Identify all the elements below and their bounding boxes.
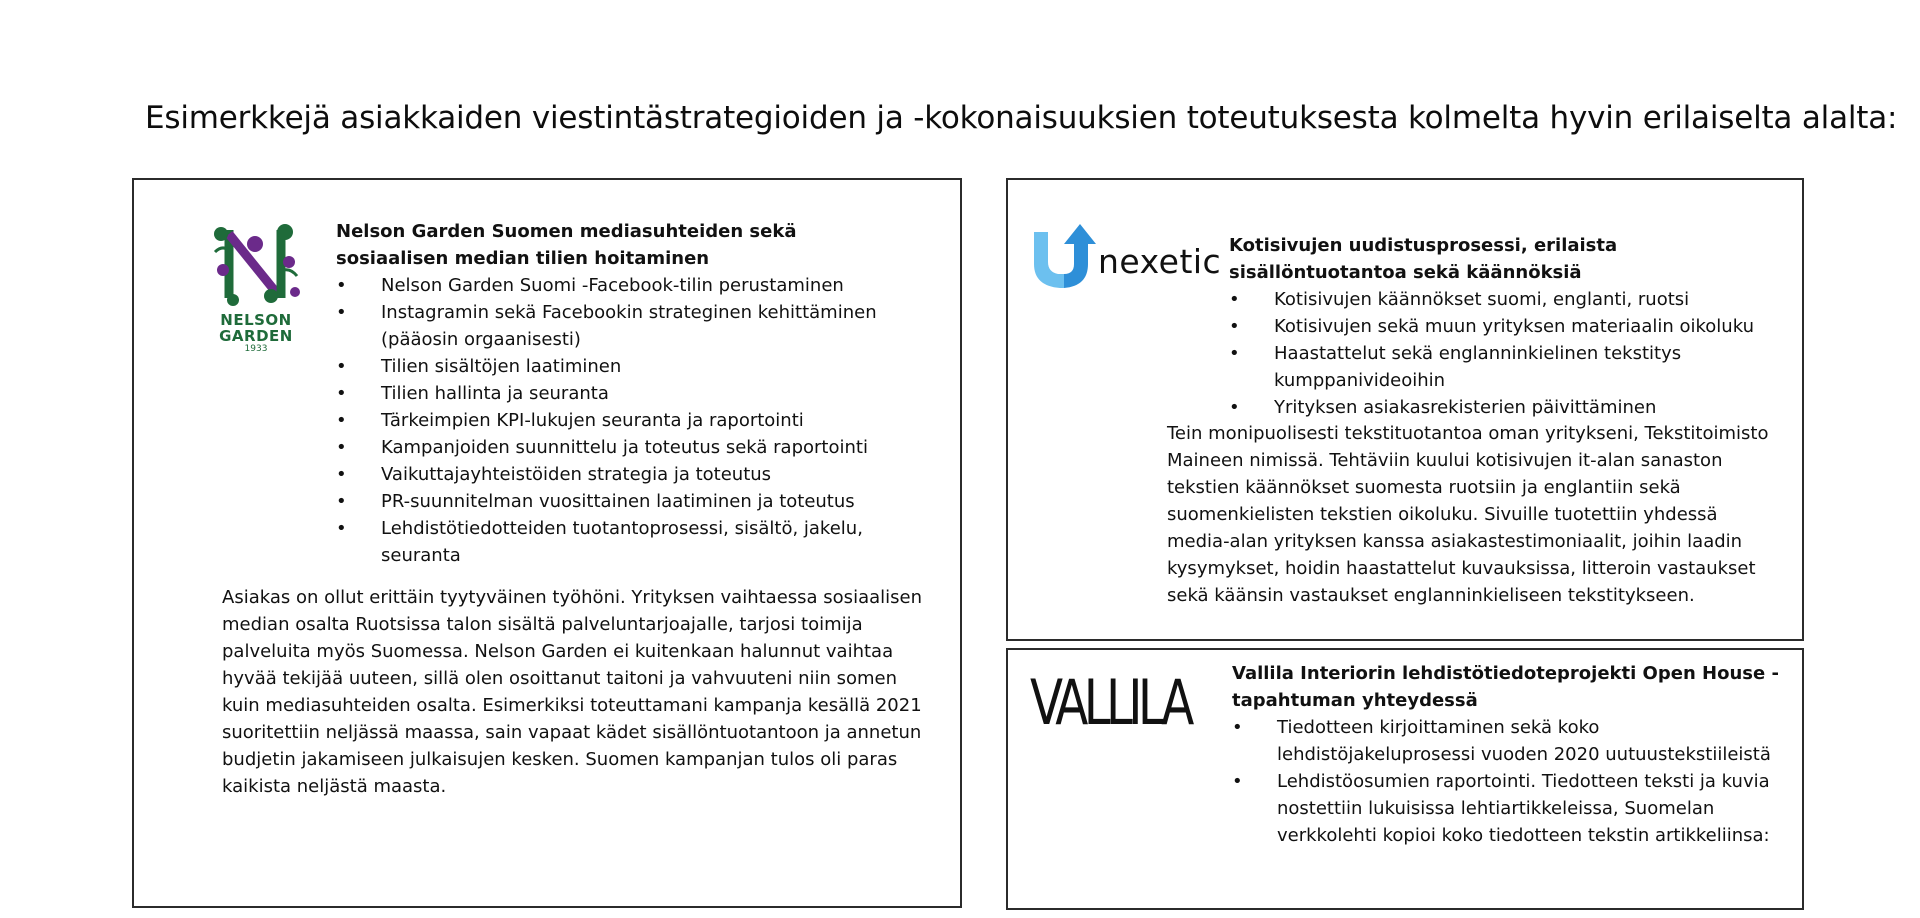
page-heading: Esimerkkejä asiakkaiden viestintästrategioiden ja -kokonaisuuksien toteutuksesta kolmelta hyvin erilaiselta alalta:	[145, 100, 1898, 136]
nexetic-card	[1006, 178, 1804, 641]
nexetic-card-title: Kotisivujen uudistusprosessi, erilaista sisällöntuotantoa sekä käännöksiä	[1229, 235, 1618, 283]
nelson-garden-logo	[209, 222, 303, 354]
list-item: • Tilien hallinta ja seuranta	[336, 380, 916, 407]
list-item: • Vaikuttajayhteistöiden strategia ja toteutus	[336, 461, 916, 488]
nelson-garden-logo-text: NELSON GARDEN	[219, 311, 293, 345]
nelson-garden-logo-year: 1933	[244, 344, 268, 354]
nelson-task-list	[336, 272, 916, 569]
vallila-card-title: Vallila Interiorin lehdistötiedoteprojekti Open House -tapahtuman yhteydessä	[1232, 663, 1779, 711]
vallila-logo: VALLILA	[1030, 666, 1190, 739]
list-item: • Kotisivujen käännökset suomi, englanti, ruotsi	[1229, 286, 1789, 313]
vallila-task-list	[1232, 714, 1792, 849]
nelson-garden-card	[132, 178, 962, 908]
list-item: • Lehdistöosumien raportointi. Tiedotteen teksti ja kuvia nostettiin lukuisissa lehtiartikkeleissa, Suomelan verkkolehti kopioi koko tiedotteen tekstin artikkeliinsa:	[1232, 768, 1792, 849]
list-item: • Yrityksen asiakasrekisterien päivittäminen	[1229, 394, 1789, 421]
nexetic-logo	[1028, 224, 1228, 294]
nexetic-description: Tein monipuolisesti tekstituotantoa oman yritykseni, Tekstitoimisto Maineen nimissä. Tehtäviin kuului kotisivujen it-alan sanaston tekstien käännökset suomesta ruotsiin ja englantiin sekä suomenkielisten tekstien oikoluku. Sivuille tuotettiin yhdessä media-alan yrityksen kanssa asiakastestimoniaalit, joihin laadin kysymykset, hoidin haastattelut kuvauksissa, litteroin vastaukset sekä käänsin vastaukset englanninkieliseen tekstitykseen.	[1167, 423, 1769, 606]
list-item: • Kotisivujen sekä muun yrityksen materiaalin oikoluku	[1229, 313, 1789, 340]
nelson-card-title: Nelson Garden Suomen mediasuhteiden sekä sosiaalisen median tilien hoitaminen	[336, 221, 797, 269]
list-item: • Haastattelut sekä englanninkielinen tekstitys kumppanivideoihin	[1229, 340, 1789, 394]
nelson-garden-emblem-icon	[209, 222, 303, 308]
nexetic-task-list	[1229, 286, 1789, 421]
nexetic-logo-text: nexetic	[1098, 242, 1222, 281]
list-item: • Tiedotteen kirjoittaminen sekä koko lehdistöjakeluprosessi vuoden 2020 uutuustekstiileistä	[1232, 714, 1792, 768]
nexetic-arrow-icon	[1028, 224, 1096, 294]
list-item: • Instagramin sekä Facebookin strateginen kehittäminen (pääosin orgaanisesti)	[336, 299, 916, 353]
vallila-card	[1006, 648, 1804, 910]
list-item: • Nelson Garden Suomi -Facebook-tilin perustaminen	[336, 272, 916, 299]
nelson-description: Asiakas on ollut erittäin tyytyväinen työhöni. Yrityksen vaihtaessa sosiaalisen median osalta Ruotsissa talon sisältä palveluntarjoajalle, tarjosi toimija palveluita myös Suomessa. Nelson Garden ei kuitenkaan halunnut vaihtaa hyvää tekijää uuteen, sillä olen osoittanut taitoni ja vahvuuteni niin somen kuin mediasuhteiden osalta. Esimerkiksi toteuttamani kampanja kesällä 2021 suoritettiin neljässä maassa, sain vapaat kädet sisällöntuotantoon ja annetun budjetin jakamiseen julkaisujen kesken. Suomen kampanjan tulos oli paras kaikista neljästä maasta.	[222, 587, 922, 797]
list-item: • Lehdistötiedotteiden tuotantoprosessi, sisältö, jakelu, seuranta	[336, 515, 916, 569]
list-item: • Tärkeimpien KPI-lukujen seuranta ja raportointi	[336, 407, 916, 434]
list-item: • Kampanjoiden suunnittelu ja toteutus sekä raportointi	[336, 434, 916, 461]
list-item: • Tilien sisältöjen laatiminen	[336, 353, 916, 380]
list-item: • PR-suunnitelman vuosittainen laatiminen ja toteutus	[336, 488, 916, 515]
